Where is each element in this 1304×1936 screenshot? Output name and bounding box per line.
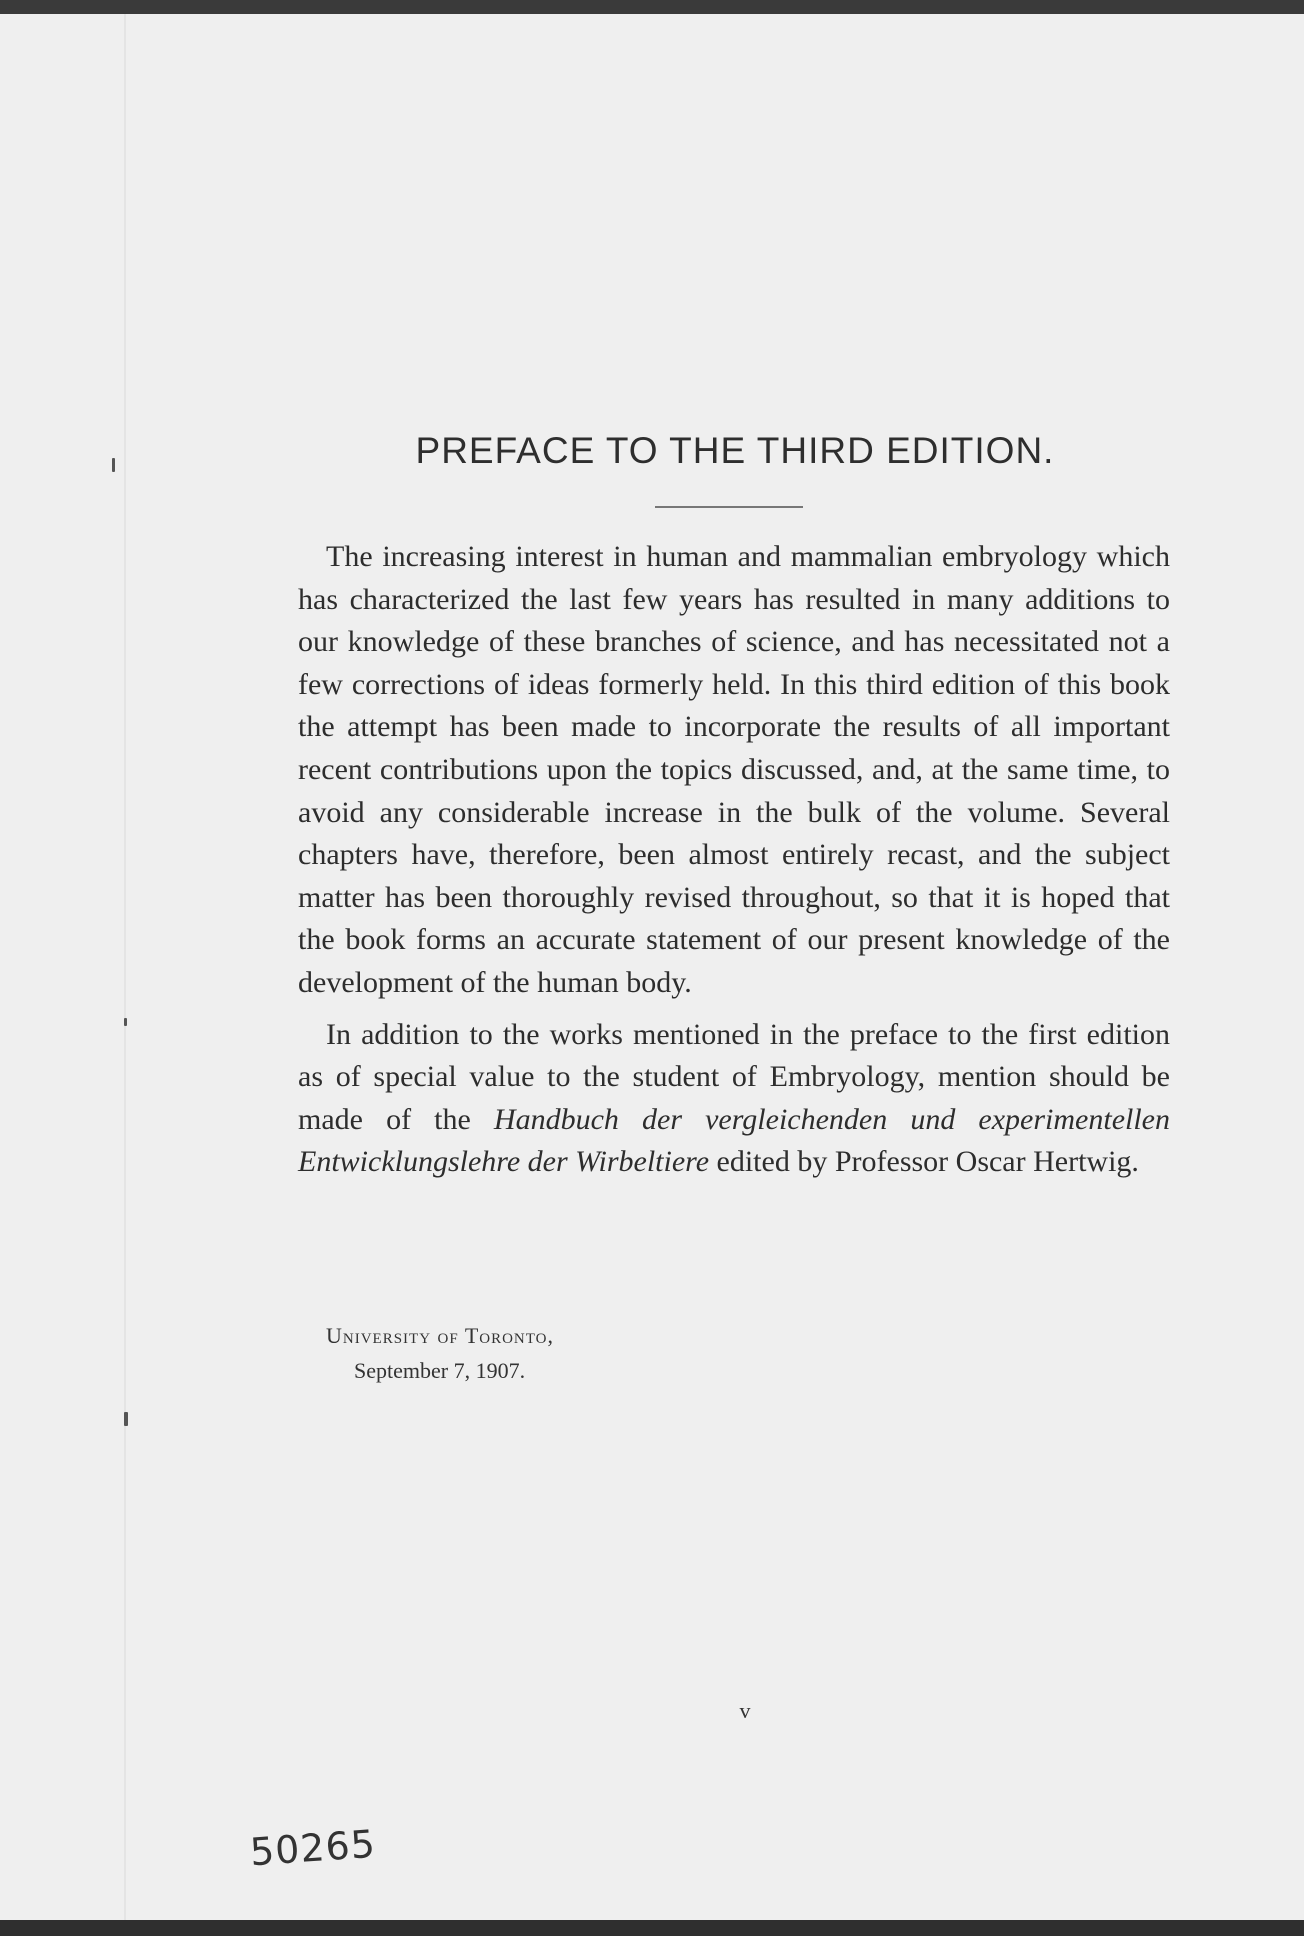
scan-bottom-edge: [0, 1920, 1304, 1936]
paragraph-1: The increasing interest in human and mammalian embryology which has characterized the last few years has resulted in many additions to our knowledge of these branches of science, and has necessitated not a few corrections of ideas formerly held. In this third edition of this book the attempt has been made to incorporate the results of all important recent contributions upon the topics discussed, and, at the same time, to avoid any considerable increase in the bulk of the volume. Several chapters have, therefore, been almost entirely recast, and the subject matter has been thoroughly revised throughout, so that it is hoped that the book forms an accurate statement of our present knowledge of the development of the human body.: [298, 540, 1170, 999]
page-gutter: [124, 14, 126, 1920]
paragraph-2: [298, 1014, 1170, 1184]
title-rule: [655, 506, 803, 508]
page-number: v: [739, 1698, 751, 1723]
paragraph-2-lead: In addition to the works mentioned in the preface to the first edition as of special value to the student of Embryology, mention should be made of the: [298, 1017, 1170, 1136]
signature-block: [326, 1318, 554, 1388]
preface-body: [298, 536, 1170, 1184]
gutter-mark-middle: [124, 1018, 127, 1026]
gutter-mark-top: [112, 458, 115, 472]
gutter-mark-bottom: [124, 1412, 128, 1426]
book-title-italic: Handbuch der vergleichenden und experimentellen Entwicklungslehre der Wirbeltiere: [298, 1102, 1170, 1179]
scan-top-edge: [0, 0, 1304, 14]
page-title: PREFACE TO THE THIRD EDITION.: [415, 430, 1055, 471]
signature-place: University of Toronto,: [326, 1323, 554, 1348]
paragraph-2-tail: edited by Professor Oscar Hertwig.: [709, 1145, 1139, 1179]
signature-date: September 7, 1907.: [354, 1358, 526, 1383]
handwritten-accession-number: 50265: [248, 1821, 378, 1875]
